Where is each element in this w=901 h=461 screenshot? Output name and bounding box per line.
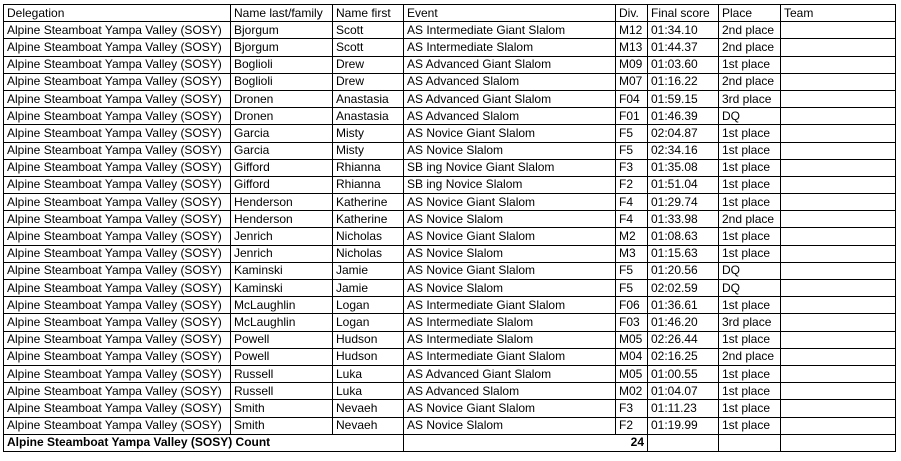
table-row <box>4 331 896 348</box>
division-cell: F03 <box>616 314 648 331</box>
last-name-cell: Henderson <box>231 211 333 228</box>
first-name-cell: Logan <box>333 314 404 331</box>
event-cell: AS Novice Giant Slalom <box>404 400 616 417</box>
table-row <box>4 73 896 90</box>
team-cell <box>781 90 896 107</box>
team-cell <box>781 108 896 125</box>
delegation-cell: Alpine Steamboat Yampa Valley (SOSY) <box>4 383 231 400</box>
first-name-cell: Drew <box>333 56 404 73</box>
table-row <box>4 22 896 39</box>
last-name-cell: McLaughlin <box>231 314 333 331</box>
event-cell: AS Advanced Slalom <box>404 383 616 400</box>
final-score-cell: 01:04.07 <box>648 383 719 400</box>
delegation-cell: Alpine Steamboat Yampa Valley (SOSY) <box>4 400 231 417</box>
final-score-cell: 01:00.55 <box>648 365 719 382</box>
first-name-cell: Drew <box>333 73 404 90</box>
division-cell: M12 <box>616 22 648 39</box>
last-name-cell: Russell <box>231 383 333 400</box>
delegation-cell: Alpine Steamboat Yampa Valley (SOSY) <box>4 262 231 279</box>
division-cell: F3 <box>616 159 648 176</box>
event-cell: AS Novice Slalom <box>404 142 616 159</box>
first-name-cell: Hudson <box>333 348 404 365</box>
event-cell: AS Intermediate Giant Slalom <box>404 297 616 314</box>
event-cell: AS Intermediate Slalom <box>404 314 616 331</box>
delegation-cell: Alpine Steamboat Yampa Valley (SOSY) <box>4 73 231 90</box>
table-row <box>4 228 896 245</box>
event-cell: SB ing Novice Giant Slalom <box>404 159 616 176</box>
delegation-cell: Alpine Steamboat Yampa Valley (SOSY) <box>4 39 231 56</box>
event-cell: AS Novice Slalom <box>404 280 616 297</box>
count-value: 24 <box>404 434 648 451</box>
event-cell: AS Novice Slalom <box>404 417 616 434</box>
last-name-cell: Smith <box>231 417 333 434</box>
first-name-cell: Jamie <box>333 262 404 279</box>
division-cell: F01 <box>616 108 648 125</box>
last-name-cell: McLaughlin <box>231 297 333 314</box>
division-cell: M05 <box>616 331 648 348</box>
division-cell: F2 <box>616 176 648 193</box>
table-row <box>4 90 896 107</box>
first-name-cell: Scott <box>333 22 404 39</box>
table-row <box>4 56 896 73</box>
delegation-cell: Alpine Steamboat Yampa Valley (SOSY) <box>4 176 231 193</box>
header-division: Div. <box>616 5 648 22</box>
delegation-cell: Alpine Steamboat Yampa Valley (SOSY) <box>4 228 231 245</box>
team-cell <box>781 245 896 262</box>
division-cell: F5 <box>616 280 648 297</box>
event-cell: AS Advanced Slalom <box>404 108 616 125</box>
final-score-cell: 01:03.60 <box>648 56 719 73</box>
table-row <box>4 194 896 211</box>
final-score-cell: 02:02.59 <box>648 280 719 297</box>
final-score-cell: 01:59.15 <box>648 90 719 107</box>
final-score-cell: 02:04.87 <box>648 125 719 142</box>
table-row <box>4 348 896 365</box>
table-row <box>4 176 896 193</box>
table-row <box>4 383 896 400</box>
first-name-cell: Jamie <box>333 280 404 297</box>
final-score-cell: 01:34.10 <box>648 22 719 39</box>
header-team: Team <box>781 5 896 22</box>
header-first-name: Name first <box>333 5 404 22</box>
header-place: Place <box>719 5 781 22</box>
place-cell: 1st place <box>719 142 781 159</box>
team-cell <box>781 56 896 73</box>
last-name-cell: Gifford <box>231 159 333 176</box>
place-cell: 1st place <box>719 125 781 142</box>
team-cell <box>781 73 896 90</box>
header-row <box>4 5 896 22</box>
table-row <box>4 211 896 228</box>
team-cell <box>781 176 896 193</box>
last-name-cell: Russell <box>231 365 333 382</box>
division-cell: M13 <box>616 39 648 56</box>
place-cell: 3rd place <box>719 90 781 107</box>
last-name-cell: Kaminski <box>231 262 333 279</box>
division-cell: M07 <box>616 73 648 90</box>
table-row <box>4 262 896 279</box>
delegation-cell: Alpine Steamboat Yampa Valley (SOSY) <box>4 108 231 125</box>
header-last-name: Name last/family <box>231 5 333 22</box>
last-name-cell: Dronen <box>231 108 333 125</box>
team-cell <box>781 383 896 400</box>
division-cell: M2 <box>616 228 648 245</box>
final-score-cell: 01:46.20 <box>648 314 719 331</box>
table-row <box>4 314 896 331</box>
place-cell: 2nd place <box>719 39 781 56</box>
event-cell: AS Novice Slalom <box>404 211 616 228</box>
empty-cell <box>648 434 719 451</box>
event-cell: AS Intermediate Slalom <box>404 39 616 56</box>
event-cell: AS Novice Giant Slalom <box>404 228 616 245</box>
delegation-cell: Alpine Steamboat Yampa Valley (SOSY) <box>4 280 231 297</box>
first-name-cell: Luka <box>333 383 404 400</box>
last-name-cell: Jenrich <box>231 245 333 262</box>
final-score-cell: 01:20.56 <box>648 262 719 279</box>
final-score-cell: 01:19.99 <box>648 417 719 434</box>
place-cell: 1st place <box>719 365 781 382</box>
first-name-cell: Misty <box>333 125 404 142</box>
first-name-cell: Logan <box>333 297 404 314</box>
division-cell: M09 <box>616 56 648 73</box>
team-cell <box>781 159 896 176</box>
first-name-cell: Hudson <box>333 331 404 348</box>
table-row <box>4 280 896 297</box>
place-cell: 1st place <box>719 56 781 73</box>
team-cell <box>781 142 896 159</box>
final-score-cell: 01:51.04 <box>648 176 719 193</box>
header-event: Event <box>404 5 616 22</box>
delegation-cell: Alpine Steamboat Yampa Valley (SOSY) <box>4 245 231 262</box>
first-name-cell: Nicholas <box>333 228 404 245</box>
last-name-cell: Garcia <box>231 142 333 159</box>
first-name-cell: Nicholas <box>333 245 404 262</box>
table-row <box>4 365 896 382</box>
last-name-cell: Gifford <box>231 176 333 193</box>
team-cell <box>781 125 896 142</box>
place-cell: 2nd place <box>719 73 781 90</box>
division-cell: F4 <box>616 194 648 211</box>
last-name-cell: Smith <box>231 400 333 417</box>
last-name-cell: Garcia <box>231 125 333 142</box>
final-score-cell: 02:26.44 <box>648 331 719 348</box>
delegation-cell: Alpine Steamboat Yampa Valley (SOSY) <box>4 142 231 159</box>
delegation-cell: Alpine Steamboat Yampa Valley (SOSY) <box>4 159 231 176</box>
team-cell <box>781 228 896 245</box>
team-cell <box>781 365 896 382</box>
delegation-cell: Alpine Steamboat Yampa Valley (SOSY) <box>4 90 231 107</box>
team-cell <box>781 39 896 56</box>
first-name-cell: Misty <box>333 142 404 159</box>
place-cell: 2nd place <box>719 211 781 228</box>
delegation-cell: Alpine Steamboat Yampa Valley (SOSY) <box>4 125 231 142</box>
team-cell <box>781 297 896 314</box>
event-cell: AS Advanced Giant Slalom <box>404 365 616 382</box>
first-name-cell: Rhianna <box>333 159 404 176</box>
delegation-cell: Alpine Steamboat Yampa Valley (SOSY) <box>4 56 231 73</box>
place-cell: 1st place <box>719 383 781 400</box>
first-name-cell: Anastasia <box>333 90 404 107</box>
place-cell: 1st place <box>719 245 781 262</box>
table-row <box>4 245 896 262</box>
results-table <box>3 4 896 452</box>
division-cell: F5 <box>616 262 648 279</box>
team-cell <box>781 348 896 365</box>
delegation-cell: Alpine Steamboat Yampa Valley (SOSY) <box>4 348 231 365</box>
table-body <box>4 22 896 435</box>
last-name-cell: Dronen <box>231 90 333 107</box>
place-cell: 1st place <box>719 228 781 245</box>
place-cell: 1st place <box>719 331 781 348</box>
place-cell: 3rd place <box>719 314 781 331</box>
last-name-cell: Boglioli <box>231 73 333 90</box>
header-delegation: Delegation <box>4 5 231 22</box>
final-score-cell: 01:15.63 <box>648 245 719 262</box>
event-cell: SB ing Novice Slalom <box>404 176 616 193</box>
event-cell: AS Advanced Slalom <box>404 73 616 90</box>
last-name-cell: Boglioli <box>231 56 333 73</box>
last-name-cell: Powell <box>231 331 333 348</box>
delegation-cell: Alpine Steamboat Yampa Valley (SOSY) <box>4 314 231 331</box>
first-name-cell: Luka <box>333 365 404 382</box>
event-cell: AS Novice Slalom <box>404 245 616 262</box>
place-cell: 1st place <box>719 400 781 417</box>
empty-cell <box>719 434 781 451</box>
table-row <box>4 297 896 314</box>
division-cell: F06 <box>616 297 648 314</box>
team-cell <box>781 331 896 348</box>
last-name-cell: Bjorgum <box>231 22 333 39</box>
division-cell: F3 <box>616 400 648 417</box>
first-name-cell: Rhianna <box>333 176 404 193</box>
team-cell <box>781 417 896 434</box>
last-name-cell: Jenrich <box>231 228 333 245</box>
division-cell: F5 <box>616 142 648 159</box>
table-row <box>4 417 896 434</box>
final-score-cell: 01:44.37 <box>648 39 719 56</box>
last-name-cell: Kaminski <box>231 280 333 297</box>
place-cell: DQ <box>719 280 781 297</box>
last-name-cell: Powell <box>231 348 333 365</box>
last-name-cell: Bjorgum <box>231 39 333 56</box>
team-cell <box>781 314 896 331</box>
first-name-cell: Katherine <box>333 194 404 211</box>
delegation-cell: Alpine Steamboat Yampa Valley (SOSY) <box>4 22 231 39</box>
division-cell: M04 <box>616 348 648 365</box>
place-cell: 1st place <box>719 297 781 314</box>
delegation-cell: Alpine Steamboat Yampa Valley (SOSY) <box>4 417 231 434</box>
division-cell: F4 <box>616 211 648 228</box>
team-cell <box>781 211 896 228</box>
delegation-cell: Alpine Steamboat Yampa Valley (SOSY) <box>4 331 231 348</box>
table-row <box>4 125 896 142</box>
event-cell: AS Advanced Giant Slalom <box>404 90 616 107</box>
delegation-cell: Alpine Steamboat Yampa Valley (SOSY) <box>4 365 231 382</box>
final-score-cell: 01:46.39 <box>648 108 719 125</box>
table-row <box>4 39 896 56</box>
final-score-cell: 01:11.23 <box>648 400 719 417</box>
final-score-cell: 01:36.61 <box>648 297 719 314</box>
place-cell: 2nd place <box>719 22 781 39</box>
last-name-cell: Henderson <box>231 194 333 211</box>
table-row <box>4 159 896 176</box>
division-cell: M3 <box>616 245 648 262</box>
header-final-score: Final score <box>648 5 719 22</box>
first-name-cell: Nevaeh <box>333 417 404 434</box>
first-name-cell: Scott <box>333 39 404 56</box>
place-cell: 1st place <box>719 159 781 176</box>
event-cell: AS Intermediate Giant Slalom <box>404 22 616 39</box>
event-cell: AS Advanced Giant Slalom <box>404 56 616 73</box>
table-row <box>4 400 896 417</box>
event-cell: AS Novice Giant Slalom <box>404 194 616 211</box>
place-cell: DQ <box>719 108 781 125</box>
team-cell <box>781 194 896 211</box>
team-cell <box>781 22 896 39</box>
empty-cell <box>781 434 896 451</box>
event-cell: AS Novice Giant Slalom <box>404 262 616 279</box>
first-name-cell: Nevaeh <box>333 400 404 417</box>
division-cell: F04 <box>616 90 648 107</box>
team-cell <box>781 280 896 297</box>
event-cell: AS Intermediate Slalom <box>404 331 616 348</box>
count-row <box>4 434 896 451</box>
delegation-cell: Alpine Steamboat Yampa Valley (SOSY) <box>4 194 231 211</box>
final-score-cell: 01:16.22 <box>648 73 719 90</box>
place-cell: 1st place <box>719 417 781 434</box>
event-cell: AS Intermediate Giant Slalom <box>404 348 616 365</box>
count-label: Alpine Steamboat Yampa Valley (SOSY) Count <box>4 434 404 451</box>
final-score-cell: 02:34.16 <box>648 142 719 159</box>
team-cell <box>781 400 896 417</box>
division-cell: F2 <box>616 417 648 434</box>
table-row <box>4 142 896 159</box>
event-cell: AS Novice Giant Slalom <box>404 125 616 142</box>
first-name-cell: Katherine <box>333 211 404 228</box>
division-cell: F5 <box>616 125 648 142</box>
delegation-cell: Alpine Steamboat Yampa Valley (SOSY) <box>4 211 231 228</box>
table-row <box>4 108 896 125</box>
final-score-cell: 01:29.74 <box>648 194 719 211</box>
delegation-cell: Alpine Steamboat Yampa Valley (SOSY) <box>4 297 231 314</box>
final-score-cell: 01:08.63 <box>648 228 719 245</box>
place-cell: DQ <box>719 262 781 279</box>
final-score-cell: 01:33.98 <box>648 211 719 228</box>
first-name-cell: Anastasia <box>333 108 404 125</box>
place-cell: 2nd place <box>719 348 781 365</box>
division-cell: M05 <box>616 365 648 382</box>
division-cell: M02 <box>616 383 648 400</box>
final-score-cell: 01:35.08 <box>648 159 719 176</box>
place-cell: 1st place <box>719 176 781 193</box>
final-score-cell: 02:16.25 <box>648 348 719 365</box>
team-cell <box>781 262 896 279</box>
place-cell: 1st place <box>719 194 781 211</box>
